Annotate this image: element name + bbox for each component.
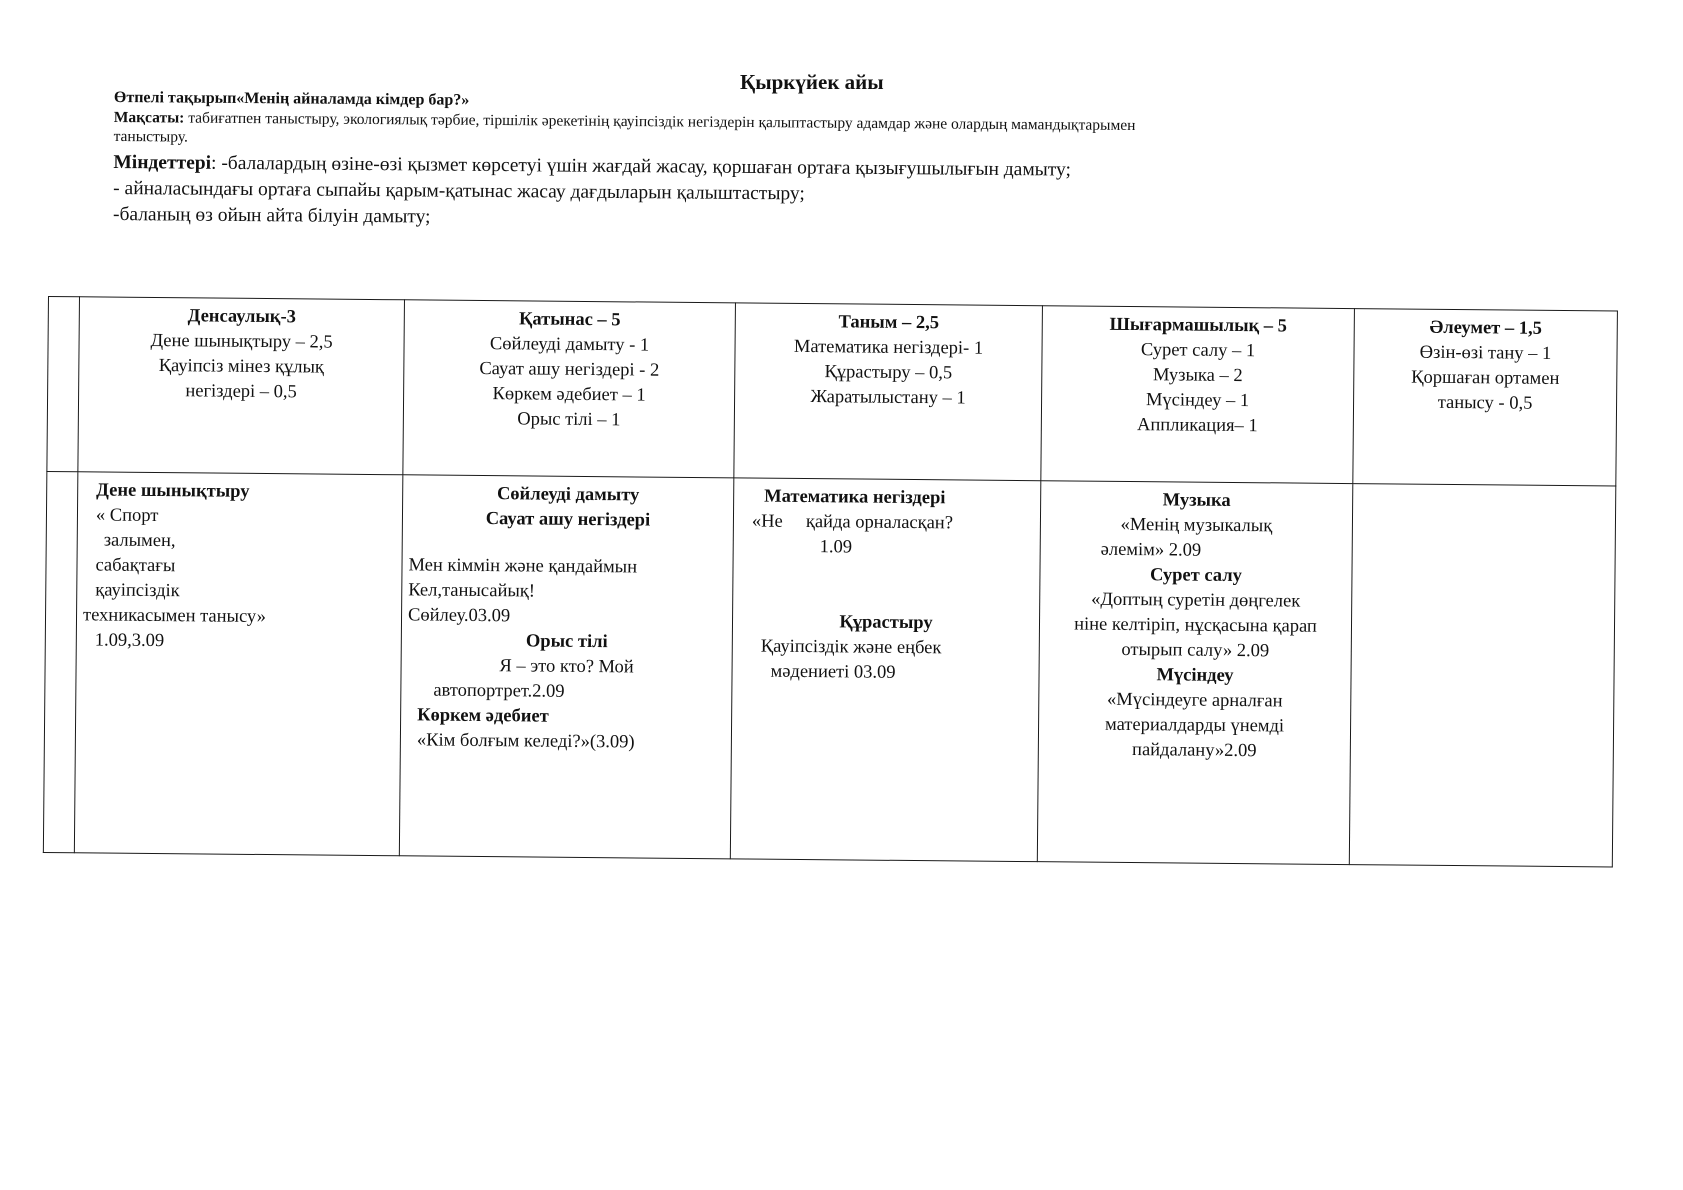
cell-subject: Сөйлеуді дамыту: [496, 484, 640, 506]
header-line: Сөйлеуді дамыту - 1: [489, 334, 650, 356]
cell-line: Қауіпсіздік және еңбек: [760, 636, 942, 659]
cell-line: Мен кіммін және қандаймын: [408, 555, 638, 578]
header-line: Қауіпсіз мінез құлық: [158, 356, 325, 378]
cell-subject: Сурет салу: [1149, 565, 1242, 587]
header-block: [113, 88, 1474, 239]
cell-line: « Спорт: [95, 505, 159, 527]
header-cell-health: [78, 297, 405, 475]
cell-line: әлемім» 2.09: [1100, 539, 1202, 561]
header-line: негіздері – 0,5: [185, 381, 297, 403]
cell-subject: Орыс тілі: [525, 631, 608, 653]
cell-line: отырып салу» 2.09: [1121, 639, 1270, 662]
goal-label: Мақсаты:: [113, 108, 185, 127]
header-line: Дене шынықтыру – 2,5: [150, 330, 333, 353]
cell-line: мәдениеті 03.09: [770, 661, 896, 683]
header-title: Шығармашылық – 5: [1109, 314, 1288, 337]
cell-communication: [399, 475, 734, 859]
table-week-row: [43, 471, 1615, 866]
cell-line: автопортрет.2.09: [433, 680, 565, 702]
cell-health: [74, 472, 403, 856]
plan-table: [43, 296, 1618, 867]
cell-line: сабақтағы: [95, 555, 176, 577]
task-third: -баланың өз ойын айта білуін дамыту;: [112, 203, 431, 228]
cell-line: 1.09,3.09: [94, 630, 165, 652]
header-title: Таным – 2,5: [838, 312, 940, 334]
cell-line: залымен,: [103, 530, 176, 552]
cell-line: ніне келтіріп, нұсқасына қарап: [1074, 614, 1317, 637]
cell-line: «Менің музыкалық: [1120, 514, 1273, 537]
cell-line: Кел,танысайық!: [408, 580, 536, 602]
header-cell-cognition: [734, 303, 1043, 481]
header-line: Құрастыру – 0,5: [824, 362, 953, 384]
header-line: Өзін-өзі тану – 1: [1419, 342, 1552, 364]
cell-line: пайдалану»2.09: [1132, 740, 1257, 762]
header-line: Сурет салу – 1: [1140, 340, 1256, 362]
cell-subject: Сауат ашу негіздері: [485, 509, 651, 531]
cell-line: Сөйлеу.03.09: [407, 605, 511, 627]
tasks-label: Міндеттері: [113, 151, 212, 174]
header-line: Орыс тілі – 1: [517, 409, 621, 431]
cell-subject: Математика негіздері: [764, 486, 946, 509]
cell-line: «Кім болғым келеді?»(3.09): [416, 730, 635, 753]
header-cell-social: [1353, 309, 1618, 486]
cell-line: Я – это кто? Мой: [499, 656, 634, 678]
header-line: Қоршаған ортамен: [1411, 367, 1560, 389]
header-line: Жаратылыстану – 1: [810, 387, 966, 409]
header-line: Математика негіздері- 1: [793, 336, 984, 359]
cell-subject: Көркем әдебиет: [417, 705, 549, 727]
cell-line: 1.09: [819, 537, 853, 558]
cell-creativity: [1037, 481, 1353, 865]
page-title: Қыркүйек айы: [740, 70, 884, 94]
task-second: - айналасындағы ортаға сыпайы қарым-қатынас жасау дағдыларын қалыштастыру;: [113, 177, 805, 205]
header-line: Сауат ашу негіздері - 2: [479, 358, 660, 381]
cell-line: «Не қайда орналасқан?: [751, 511, 954, 534]
header-line: Көркем әдебиет – 1: [492, 384, 646, 406]
topic-line: Өтпелі тақырып«Менің айналамда кімдер бар?»: [113, 88, 470, 109]
cell-subject: Музыка: [1162, 490, 1231, 511]
header-line: Аппликация– 1: [1136, 415, 1258, 437]
cell-line: «Мүсіндеуге арналған: [1106, 689, 1283, 712]
header-title: Әлеумет – 1,5: [1429, 317, 1543, 339]
cell-line: материалдарды үнемді: [1104, 714, 1285, 737]
header-title: Қатынас – 5: [518, 309, 621, 331]
header-line: танысу - 0,5: [1437, 392, 1533, 414]
header-line: Музыка – 2: [1152, 365, 1243, 387]
cell-line: «Доптың суретін дөңгелек: [1091, 589, 1301, 612]
header-title: Денсаулық-3: [187, 306, 297, 328]
goal-text: табиғатпен таныстыру, экологиялық тәрбие, тіршілік әрекетінің қауіпсіздік негіздерін қалыптастыру адамдар және олардың мамандықтарымен: [184, 109, 1136, 135]
cell-cognition: [730, 478, 1041, 862]
table-header-row: [47, 297, 1618, 487]
side-cell-week: [43, 471, 78, 852]
cell-line: техникасымен танысу»: [82, 605, 267, 628]
cell-subject: Дене шынықтыру: [96, 480, 250, 502]
task-first: : -балалардың өзіне-өзі қызмет көрсетуі үшін жағдай жасау, қоршаған ортаға қызығушылығын дамыту;: [210, 152, 1072, 181]
goal-text-continued: таныстыру.: [113, 127, 188, 146]
cell-subject: Құрастыру: [839, 612, 933, 634]
header-cell-communication: [403, 300, 736, 478]
header-line: Мүсіндеу – 1: [1145, 390, 1250, 412]
header-cell-creativity: [1041, 306, 1355, 484]
cell-line: қауіпсіздік: [95, 580, 180, 602]
cell-subject: Мүсіндеу: [1156, 665, 1234, 686]
cell-social: [1349, 484, 1616, 867]
side-cell-top: [47, 297, 80, 472]
